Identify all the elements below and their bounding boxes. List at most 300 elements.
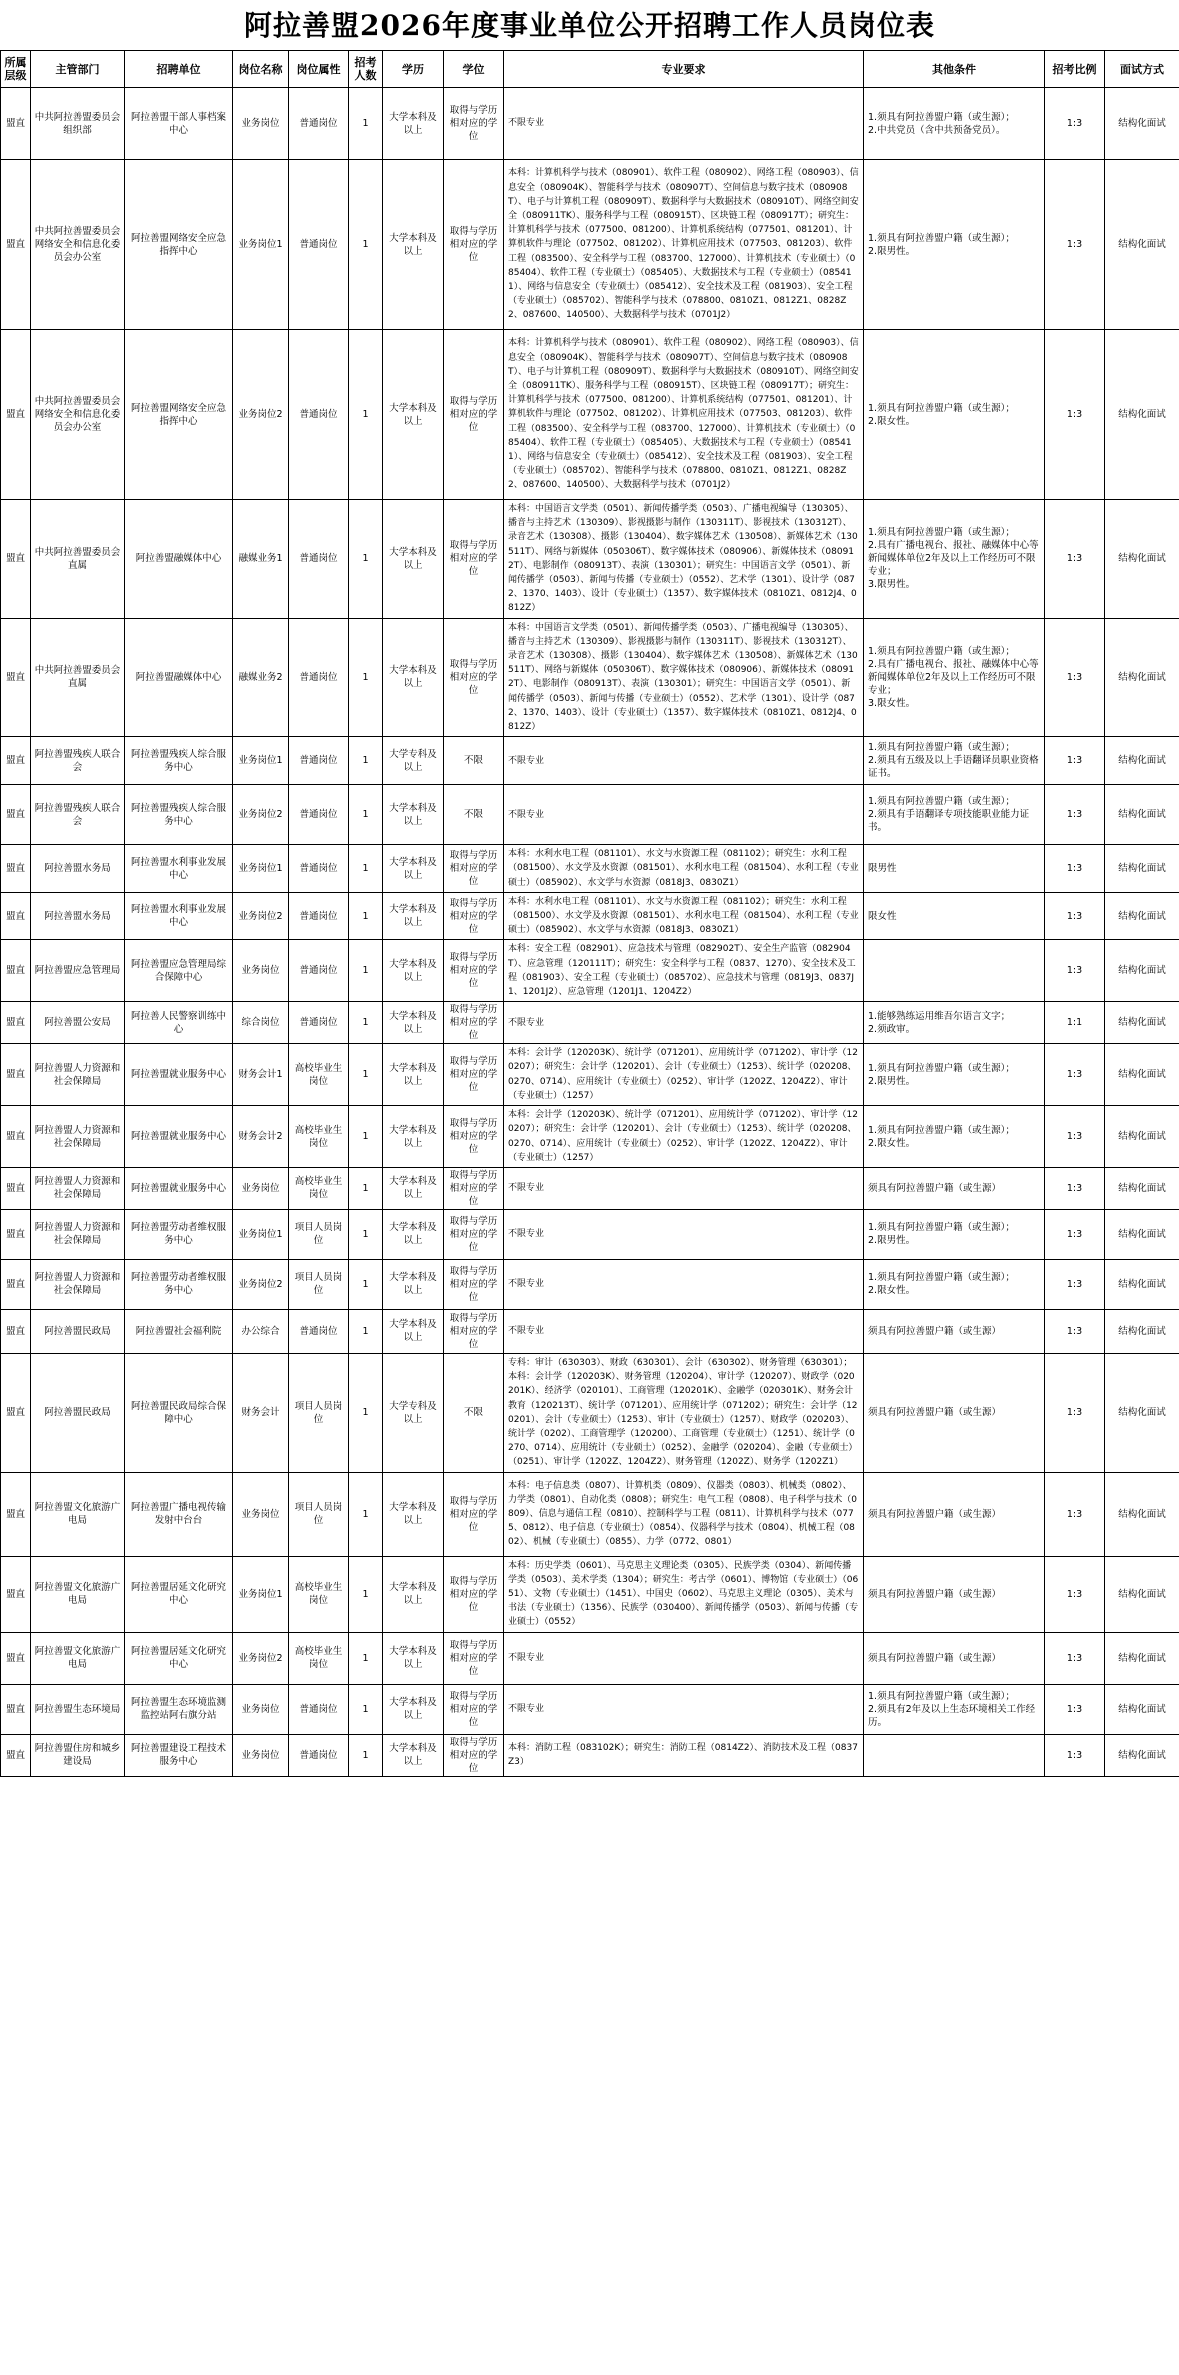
- cell-unit: 阿拉善盟就业服务中心: [125, 1106, 233, 1168]
- cell-dept: 阿拉善盟民政局: [31, 1309, 125, 1353]
- table-row: [1, 785, 1179, 845]
- cell-attribute: 高校毕业生岗位: [289, 1556, 349, 1632]
- cell-other: 1.能够熟练运用维吾尔语言文字； 2.须政审。: [864, 1002, 1045, 1044]
- cell-level: 盟直: [1, 1684, 31, 1734]
- cell-position: 综合岗位: [233, 1002, 289, 1044]
- cell-other: 1.须具有阿拉善盟户籍（或生源）； 2.须具有2年及以上生态环境相关工作经历。: [864, 1684, 1045, 1734]
- cell-dept: 阿拉善盟残疾人联合会: [31, 785, 125, 845]
- cell-dept: 阿拉善盟水务局: [31, 892, 125, 940]
- cell-interview: 结构化面试: [1105, 1472, 1179, 1556]
- cell-major: 本科：中国语言文学类（0501）、新闻传播学类（0503）、广播电视编导（130305）、播音与主持艺术（130309）、影视摄影与制作（130311T）、影视技术（130312T）、录音艺术（130308）、摄影（130404）、数字媒体艺术（130508）、新媒体艺术（130511T）、网络与新媒体（050306T）、数字媒体技术（080906）、新媒体技术（080912T）、电影制作（080913T）、表演（130301）；研究生：中国语言文学（0501）、新闻传播学（0503）、新闻与传播（专业硕士）（0552）、艺术学（1301）、设计学（0872、1370、1403）、设计（专业硕士）（1357）、数字媒体技术（0810Z1、0812J4、0812Z）: [504, 500, 864, 619]
- cell-ratio: 1:3: [1045, 330, 1105, 500]
- cell-major: 不限专业: [504, 1309, 864, 1353]
- cell-other: 1.须具有阿拉善盟户籍（或生源）； 2.限男性。: [864, 1209, 1045, 1259]
- cell-interview: 结构化面试: [1105, 160, 1179, 330]
- cell-count: 1: [349, 1259, 383, 1309]
- cell-level: 盟直: [1, 88, 31, 160]
- cell-education: 大学本科及以上: [383, 1632, 444, 1684]
- cell-ratio: 1:1: [1045, 1002, 1105, 1044]
- cell-unit: 阿拉善盟民政局综合保障中心: [125, 1353, 233, 1472]
- cell-degree: 取得与学历相对应的学位: [444, 1209, 504, 1259]
- cell-degree: 取得与学历相对应的学位: [444, 330, 504, 500]
- cell-degree: 取得与学历相对应的学位: [444, 618, 504, 737]
- cell-dept: 阿拉善盟文化旅游广电局: [31, 1556, 125, 1632]
- cell-position: 业务岗位: [233, 940, 289, 1002]
- cell-dept: 阿拉善盟水务局: [31, 845, 125, 893]
- cell-unit: 阿拉善盟社会福利院: [125, 1309, 233, 1353]
- cell-degree: 取得与学历相对应的学位: [444, 1002, 504, 1044]
- cell-unit: 阿拉善盟网络安全应急指挥中心: [125, 160, 233, 330]
- cell-interview: 结构化面试: [1105, 1167, 1179, 1209]
- cell-interview: 结构化面试: [1105, 1309, 1179, 1353]
- cell-degree: 取得与学历相对应的学位: [444, 1167, 504, 1209]
- cell-interview: 结构化面试: [1105, 1632, 1179, 1684]
- table-row: [1, 1353, 1179, 1472]
- cell-ratio: 1:3: [1045, 1209, 1105, 1259]
- cell-interview: 结构化面试: [1105, 330, 1179, 500]
- cell-unit: 阿拉善人民警察训练中心: [125, 1002, 233, 1044]
- cell-attribute: 项目人员岗位: [289, 1209, 349, 1259]
- cell-attribute: 普通岗位: [289, 737, 349, 785]
- cell-position: 业务岗位1: [233, 845, 289, 893]
- cell-other: 1.须具有阿拉善盟户籍（或生源）； 2.限女性。: [864, 1106, 1045, 1168]
- cell-ratio: 1:3: [1045, 1556, 1105, 1632]
- cell-position: 融媒业务2: [233, 618, 289, 737]
- cell-position: 融媒业务1: [233, 500, 289, 619]
- cell-education: 大学本科及以上: [383, 1209, 444, 1259]
- cell-degree: 取得与学历相对应的学位: [444, 940, 504, 1002]
- cell-unit: 阿拉善盟应急管理局综合保障中心: [125, 940, 233, 1002]
- cell-level: 盟直: [1, 1309, 31, 1353]
- cell-education: 大学本科及以上: [383, 618, 444, 737]
- cell-attribute: 普通岗位: [289, 160, 349, 330]
- cell-degree: 取得与学历相对应的学位: [444, 1044, 504, 1106]
- cell-education: 大学本科及以上: [383, 785, 444, 845]
- cell-position: 财务会计2: [233, 1106, 289, 1168]
- cell-count: 1: [349, 1044, 383, 1106]
- cell-other: 限男性: [864, 845, 1045, 893]
- cell-unit: 阿拉善盟融媒体中心: [125, 500, 233, 619]
- cell-major: 本科：水利水电工程（081101）、水文与水资源工程（081102）；研究生：水利工程（081500）、水文学及水资源（081501）、水利水电工程（081504）、水利工程（专业硕士）（085902）、水文学与水资源（0818J3、0830Z1）: [504, 845, 864, 893]
- table-row: [1, 618, 1179, 737]
- cell-other: [864, 1734, 1045, 1776]
- cell-ratio: 1:3: [1045, 500, 1105, 619]
- cell-level: 盟直: [1, 1259, 31, 1309]
- header-degree: 学位: [444, 51, 504, 88]
- cell-attribute: 普通岗位: [289, 88, 349, 160]
- cell-dept: 阿拉善盟人力资源和社会保障局: [31, 1044, 125, 1106]
- cell-attribute: 普通岗位: [289, 330, 349, 500]
- cell-major: 本科：会计学（120203K）、统计学（071201）、应用统计学（071202）、审计学（120207）；研究生：会计学（120201）、会计（专业硕士）（1253）、统计学（020208、0270、0714）、应用统计（专业硕士）（0252）、审计学（1202Z、1204Z2）、审计（专业硕士）（1257）: [504, 1044, 864, 1106]
- cell-dept: 中共阿拉善盟委员会网络安全和信息化委员会办公室: [31, 160, 125, 330]
- cell-count: 1: [349, 845, 383, 893]
- cell-count: 1: [349, 1734, 383, 1776]
- cell-degree: 取得与学历相对应的学位: [444, 1632, 504, 1684]
- table-row: [1, 1002, 1179, 1044]
- cell-position: 业务岗位2: [233, 1632, 289, 1684]
- cell-degree: 取得与学历相对应的学位: [444, 160, 504, 330]
- cell-position: 业务岗位: [233, 1167, 289, 1209]
- cell-education: 大学本科及以上: [383, 845, 444, 893]
- cell-position: 业务岗位: [233, 1684, 289, 1734]
- cell-other: 1.须具有阿拉善盟户籍（或生源）； 2.须具有五级及以上手语翻译员职业资格证书。: [864, 737, 1045, 785]
- cell-attribute: 普通岗位: [289, 1684, 349, 1734]
- cell-position: 业务岗位2: [233, 1259, 289, 1309]
- cell-interview: 结构化面试: [1105, 618, 1179, 737]
- cell-level: 盟直: [1, 737, 31, 785]
- cell-unit: 阿拉善盟广播电视传输发射中台台: [125, 1472, 233, 1556]
- table-row: [1, 1684, 1179, 1734]
- cell-education: 大学本科及以上: [383, 1002, 444, 1044]
- cell-attribute: 普通岗位: [289, 500, 349, 619]
- cell-interview: 结构化面试: [1105, 845, 1179, 893]
- header-ratio: 招考比例: [1045, 51, 1105, 88]
- cell-dept: 阿拉善盟文化旅游广电局: [31, 1632, 125, 1684]
- cell-interview: 结构化面试: [1105, 1209, 1179, 1259]
- cell-degree: 取得与学历相对应的学位: [444, 1309, 504, 1353]
- header-dept: 主管部门: [31, 51, 125, 88]
- cell-other: 须具有阿拉善盟户籍（或生源）: [864, 1556, 1045, 1632]
- cell-ratio: 1:3: [1045, 1353, 1105, 1472]
- cell-major: 本科：历史学类（0601）、马克思主义理论类（0305）、民族学类（0304）、新闻传播学类（0503）、美术学类（1304）；研究生：考古学（0601）、博物馆（专业硕士）（0651）、文物（专业硕士）（1451）、中国史（0602）、马克思主义理论（0305）、美术与书法（专业硕士）（1356）、民族学（030400）、新闻传播学（0503）、新闻与传播（专业硕士）（0552）: [504, 1556, 864, 1632]
- cell-level: 盟直: [1, 785, 31, 845]
- cell-dept: 阿拉善盟住房和城乡建设局: [31, 1734, 125, 1776]
- cell-level: 盟直: [1, 1106, 31, 1168]
- header-unit: 招聘单位: [125, 51, 233, 88]
- cell-education: 大学专科及以上: [383, 1353, 444, 1472]
- cell-other: 1.须具有阿拉善盟户籍（或生源）； 2.具有广播电视台、报社、融媒体中心等新闻媒体单位2年及以上工作经历可不限专业； 3.限女性。: [864, 618, 1045, 737]
- cell-unit: 阿拉善盟残疾人综合服务中心: [125, 785, 233, 845]
- cell-other: 须具有阿拉善盟户籍（或生源）: [864, 1309, 1045, 1353]
- cell-other: 1.须具有阿拉善盟户籍（或生源）； 2.限男性。: [864, 1044, 1045, 1106]
- cell-count: 1: [349, 1167, 383, 1209]
- cell-interview: 结构化面试: [1105, 1734, 1179, 1776]
- table-row: [1, 1106, 1179, 1168]
- cell-position: 业务岗位: [233, 88, 289, 160]
- cell-interview: 结构化面试: [1105, 500, 1179, 619]
- cell-degree: 取得与学历相对应的学位: [444, 1734, 504, 1776]
- cell-degree: 取得与学历相对应的学位: [444, 500, 504, 619]
- table-row: [1, 1259, 1179, 1309]
- cell-degree: 不限: [444, 1353, 504, 1472]
- cell-education: 大学本科及以上: [383, 500, 444, 619]
- cell-attribute: 项目人员岗位: [289, 1353, 349, 1472]
- cell-dept: 阿拉善盟生态环境局: [31, 1684, 125, 1734]
- cell-major: 不限专业: [504, 785, 864, 845]
- cell-major: 不限专业: [504, 1684, 864, 1734]
- cell-dept: 阿拉善盟应急管理局: [31, 940, 125, 1002]
- cell-dept: 阿拉善盟文化旅游广电局: [31, 1472, 125, 1556]
- cell-position: 业务岗位2: [233, 785, 289, 845]
- cell-position: 业务岗位2: [233, 330, 289, 500]
- cell-education: 大学本科及以上: [383, 1167, 444, 1209]
- table-row: [1, 1632, 1179, 1684]
- cell-major: 不限专业: [504, 1002, 864, 1044]
- cell-unit: 阿拉善盟劳动者维权服务中心: [125, 1209, 233, 1259]
- cell-count: 1: [349, 1684, 383, 1734]
- cell-unit: 阿拉善盟水利事业发展中心: [125, 845, 233, 893]
- cell-ratio: 1:3: [1045, 785, 1105, 845]
- cell-position: 业务岗位: [233, 1472, 289, 1556]
- cell-attribute: 普通岗位: [289, 1734, 349, 1776]
- header-major: 专业要求: [504, 51, 864, 88]
- cell-position: 财务会计: [233, 1353, 289, 1472]
- cell-level: 盟直: [1, 1209, 31, 1259]
- cell-dept: 阿拉善盟人力资源和社会保障局: [31, 1209, 125, 1259]
- cell-education: 大学本科及以上: [383, 160, 444, 330]
- cell-attribute: 普通岗位: [289, 1309, 349, 1353]
- cell-attribute: 高校毕业生岗位: [289, 1044, 349, 1106]
- cell-level: 盟直: [1, 618, 31, 737]
- page-title: 阿拉善盟2026年度事业单位公开招聘工作人员岗位表: [244, 9, 935, 42]
- cell-count: 1: [349, 1002, 383, 1044]
- cell-unit: 阿拉善盟就业服务中心: [125, 1044, 233, 1106]
- table-row: [1, 892, 1179, 940]
- cell-ratio: 1:3: [1045, 1309, 1105, 1353]
- cell-count: 1: [349, 330, 383, 500]
- cell-dept: 中共阿拉善盟委员会直属: [31, 618, 125, 737]
- cell-education: 大学专科及以上: [383, 737, 444, 785]
- cell-attribute: 普通岗位: [289, 940, 349, 1002]
- cell-attribute: 项目人员岗位: [289, 1259, 349, 1309]
- cell-count: 1: [349, 1632, 383, 1684]
- cell-education: 大学本科及以上: [383, 1472, 444, 1556]
- cell-major: 专科：审计（630303）、财政（630301）、会计（630302）、财务管理（630301）；本科：会计学（120203K）、财务管理（120204）、审计学（120207）、财政学（020201K）、经济学（020101）、工商管理（120201K）、金融学（020301K）、财务会计教育（120213T）、统计学（071201）、应用统计学（071202）；研究生：会计学（120201）、会计（专业硕士）（1253）、审计（专业硕士）（1257）、财政学（020203）、统计学（0202）、工商管理学（120200）、工商管理（专业硕士）（1251）、统计学（0270、0714）、应用统计（专业硕士）（0252）、金融学（020204）、金融（专业硕士）（0251）、审计学（1202Z、1204Z2）、财务管理（1202Z）、财务学（1202Z1）: [504, 1353, 864, 1472]
- cell-position: 业务岗位1: [233, 1556, 289, 1632]
- cell-interview: 结构化面试: [1105, 1684, 1179, 1734]
- cell-other: 1.须具有阿拉善盟户籍（或生源）； 2.限男性。: [864, 160, 1045, 330]
- cell-dept: 中共阿拉善盟委员会组织部: [31, 88, 125, 160]
- cell-level: 盟直: [1, 1353, 31, 1472]
- cell-attribute: 高校毕业生岗位: [289, 1632, 349, 1684]
- cell-ratio: 1:3: [1045, 618, 1105, 737]
- cell-interview: 结构化面试: [1105, 1044, 1179, 1106]
- table-row: [1, 1556, 1179, 1632]
- cell-position: 业务岗位2: [233, 892, 289, 940]
- cell-count: 1: [349, 1309, 383, 1353]
- cell-interview: 结构化面试: [1105, 1353, 1179, 1472]
- cell-degree: 取得与学历相对应的学位: [444, 845, 504, 893]
- cell-other: [864, 940, 1045, 1002]
- header-count: 招考人数: [349, 51, 383, 88]
- cell-position: 业务岗位: [233, 1734, 289, 1776]
- cell-dept: 中共阿拉善盟委员会网络安全和信息化委员会办公室: [31, 330, 125, 500]
- cell-position: 财务会计1: [233, 1044, 289, 1106]
- table-row: [1, 1472, 1179, 1556]
- cell-attribute: 普通岗位: [289, 892, 349, 940]
- cell-interview: 结构化面试: [1105, 88, 1179, 160]
- cell-other: 须具有阿拉善盟户籍（或生源）: [864, 1632, 1045, 1684]
- cell-count: 1: [349, 1106, 383, 1168]
- cell-education: 大学本科及以上: [383, 88, 444, 160]
- cell-level: 盟直: [1, 1472, 31, 1556]
- table-row: [1, 940, 1179, 1002]
- cell-other: 1.须具有阿拉善盟户籍（或生源）； 2.中共党员（含中共预备党员）。: [864, 88, 1045, 160]
- cell-attribute: 普通岗位: [289, 845, 349, 893]
- header-position: 岗位名称: [233, 51, 289, 88]
- cell-education: 大学本科及以上: [383, 892, 444, 940]
- cell-ratio: 1:3: [1045, 737, 1105, 785]
- cell-major: 不限专业: [504, 1259, 864, 1309]
- cell-major: 本科：计算机科学与技术（080901）、软件工程（080902）、网络工程（080903）、信息安全（080904K）、智能科学与技术（080907T）、空间信息与数字技术（080908T）、电子与计算机工程（080909T）、数据科学与大数据技术（080910T）、网络空间安全（080911TK）、服务科学与工程（080915T）、区块链工程（080917T）；研究生：计算机科学与技术（077500、081200）、计算机系统结构（077501、081201）、计算机软件与理论（077502、081202）、计算机应用技术（077503、081203）、软件工程（083500）、安全科学与工程（083700、127000）、计算机技术（专业硕士）（085404）、软件工程（专业硕士）（085405）、大数据技术与工程（专业硕士）（085411）、网络与信息安全（专业硕士）（085412）、安全技术及工程（081903）、安全工程（专业硕士）（085702）、智能科学与技术（078800、0810Z1、0812Z1、0828Z2、087600、140500）、大数据科学与技术（0701J2）: [504, 160, 864, 330]
- cell-other: 1.须具有阿拉善盟户籍（或生源）； 2.具有广播电视台、报社、融媒体中心等新闻媒体单位2年及以上工作经历可不限专业； 3.限男性。: [864, 500, 1045, 619]
- cell-major: 本科：会计学（120203K）、统计学（071201）、应用统计学（071202）、审计学（120207）；研究生：会计学（120201）、会计（专业硕士）（1253）、统计学（020208、0270、0714）、应用统计（专业硕士）（0252）、审计学（1202Z、1204Z2）、审计（专业硕士）（1257）: [504, 1106, 864, 1168]
- cell-level: 盟直: [1, 1167, 31, 1209]
- cell-count: 1: [349, 160, 383, 330]
- cell-interview: 结构化面试: [1105, 940, 1179, 1002]
- cell-position: 业务岗位1: [233, 737, 289, 785]
- cell-attribute: 普通岗位: [289, 618, 349, 737]
- cell-major: 不限专业: [504, 1209, 864, 1259]
- job-table: [0, 50, 1179, 1777]
- cell-dept: 阿拉善盟人力资源和社会保障局: [31, 1167, 125, 1209]
- cell-degree: 不限: [444, 737, 504, 785]
- cell-education: 大学本科及以上: [383, 1259, 444, 1309]
- cell-ratio: 1:3: [1045, 1106, 1105, 1168]
- table-row: [1, 88, 1179, 160]
- cell-major: 不限专业: [504, 1167, 864, 1209]
- cell-level: 盟直: [1, 1044, 31, 1106]
- cell-attribute: 高校毕业生岗位: [289, 1167, 349, 1209]
- table-row: [1, 1044, 1179, 1106]
- cell-major: 不限专业: [504, 1632, 864, 1684]
- header-education: 学历: [383, 51, 444, 88]
- cell-dept: 阿拉善盟人力资源和社会保障局: [31, 1259, 125, 1309]
- cell-level: 盟直: [1, 845, 31, 893]
- cell-count: 1: [349, 88, 383, 160]
- header-attribute: 岗位属性: [289, 51, 349, 88]
- header-level: 所属层级: [1, 51, 31, 88]
- cell-other: 1.须具有阿拉善盟户籍（或生源）； 2.须具有手语翻译专项技能职业能力证书。: [864, 785, 1045, 845]
- cell-level: 盟直: [1, 160, 31, 330]
- cell-other: 1.须具有阿拉善盟户籍（或生源）； 2.限女性。: [864, 330, 1045, 500]
- cell-degree: 取得与学历相对应的学位: [444, 1556, 504, 1632]
- table-row: [1, 737, 1179, 785]
- cell-unit: 阿拉善盟生态环境监测监控站阿右旗分站: [125, 1684, 233, 1734]
- cell-major: 本科：电子信息类（0807）、计算机类（0809）、仪器类（0803）、机械类（0802）、力学类（0801）、自动化类（0808）；研究生：电气工程（0808）、电子科学与技术（0809）、信息与通信工程（0810）、控制科学与工程（0811）、计算机科学与技术（0775、0812）、电子信息（专业硕士）（0854）、仪器科学与技术（0804）、机械工程（0802）、机械（专业硕士）（0855）、力学（0772、0801）: [504, 1472, 864, 1556]
- header-interview: 面试方式: [1105, 51, 1179, 88]
- cell-unit: 阿拉善盟居延文化研究中心: [125, 1632, 233, 1684]
- cell-education: 大学本科及以上: [383, 1556, 444, 1632]
- cell-dept: 阿拉善盟民政局: [31, 1353, 125, 1472]
- cell-count: 1: [349, 785, 383, 845]
- cell-level: 盟直: [1, 940, 31, 1002]
- table-row: [1, 845, 1179, 893]
- cell-unit: 阿拉善盟水利事业发展中心: [125, 892, 233, 940]
- cell-ratio: 1:3: [1045, 1167, 1105, 1209]
- cell-attribute: 普通岗位: [289, 1002, 349, 1044]
- cell-degree: 不限: [444, 785, 504, 845]
- cell-education: 大学本科及以上: [383, 940, 444, 1002]
- cell-education: 大学本科及以上: [383, 1684, 444, 1734]
- cell-ratio: 1:3: [1045, 160, 1105, 330]
- table-row: [1, 1209, 1179, 1259]
- cell-education: 大学本科及以上: [383, 330, 444, 500]
- cell-major: 不限专业: [504, 737, 864, 785]
- cell-unit: 阿拉善盟居延文化研究中心: [125, 1556, 233, 1632]
- cell-degree: 取得与学历相对应的学位: [444, 1684, 504, 1734]
- cell-degree: 取得与学历相对应的学位: [444, 1259, 504, 1309]
- cell-ratio: 1:3: [1045, 1472, 1105, 1556]
- cell-ratio: 1:3: [1045, 88, 1105, 160]
- cell-unit: 阿拉善盟融媒体中心: [125, 618, 233, 737]
- cell-level: 盟直: [1, 1556, 31, 1632]
- cell-unit: 阿拉善盟残疾人综合服务中心: [125, 737, 233, 785]
- table-row: [1, 1309, 1179, 1353]
- cell-major: 本科：消防工程（083102K）；研究生：消防工程（0814Z2）、消防技术及工程（0837Z3）: [504, 1734, 864, 1776]
- table-row: [1, 330, 1179, 500]
- cell-position: 办公综合: [233, 1309, 289, 1353]
- cell-interview: 结构化面试: [1105, 1002, 1179, 1044]
- cell-count: 1: [349, 892, 383, 940]
- cell-attribute: 项目人员岗位: [289, 1472, 349, 1556]
- cell-level: 盟直: [1, 330, 31, 500]
- cell-other: 须具有阿拉善盟户籍（或生源）: [864, 1167, 1045, 1209]
- cell-count: 1: [349, 618, 383, 737]
- cell-unit: 阿拉善盟网络安全应急指挥中心: [125, 330, 233, 500]
- cell-count: 1: [349, 500, 383, 619]
- cell-interview: 结构化面试: [1105, 785, 1179, 845]
- cell-education: 大学本科及以上: [383, 1734, 444, 1776]
- cell-major: 本科：中国语言文学类（0501）、新闻传播学类（0503）、广播电视编导（130305）、播音与主持艺术（130309）、影视摄影与制作（130311T）、影视技术（130312T）、录音艺术（130308）、摄影（130404）、数字媒体艺术（130508）、新媒体艺术（130511T）、网络与新媒体（050306T）、数字媒体技术（080906）、新媒体技术（080912T）、电影制作（080913T）、表演（130301）；研究生：中国语言文学（0501）、新闻传播学（0503）、新闻与传播（专业硕士）（0552）、艺术学（1301）、设计学（0872、1370、1403）、设计（专业硕士）（1357）、数字媒体技术（0810Z1、0812J4、0812Z）: [504, 618, 864, 737]
- table-row: [1, 1734, 1179, 1776]
- cell-ratio: 1:3: [1045, 1632, 1105, 1684]
- cell-count: 1: [349, 1472, 383, 1556]
- cell-level: 盟直: [1, 500, 31, 619]
- cell-dept: 阿拉善盟公安局: [31, 1002, 125, 1044]
- cell-other: 须具有阿拉善盟户籍（或生源）: [864, 1472, 1045, 1556]
- header-other: 其他条件: [864, 51, 1045, 88]
- cell-unit: 阿拉善盟干部人事档案中心: [125, 88, 233, 160]
- cell-interview: 结构化面试: [1105, 1259, 1179, 1309]
- cell-other: 须具有阿拉善盟户籍（或生源）: [864, 1353, 1045, 1472]
- cell-level: 盟直: [1, 892, 31, 940]
- cell-count: 1: [349, 940, 383, 1002]
- cell-level: 盟直: [1, 1002, 31, 1044]
- cell-position: 业务岗位1: [233, 1209, 289, 1259]
- cell-dept: 阿拉善盟残疾人联合会: [31, 737, 125, 785]
- cell-other: 限女性: [864, 892, 1045, 940]
- cell-interview: 结构化面试: [1105, 1556, 1179, 1632]
- cell-degree: 取得与学历相对应的学位: [444, 1106, 504, 1168]
- cell-level: 盟直: [1, 1734, 31, 1776]
- cell-count: 1: [349, 737, 383, 785]
- cell-ratio: 1:3: [1045, 845, 1105, 893]
- cell-interview: 结构化面试: [1105, 1106, 1179, 1168]
- cell-education: 大学本科及以上: [383, 1309, 444, 1353]
- cell-dept: 中共阿拉善盟委员会直属: [31, 500, 125, 619]
- cell-degree: 取得与学历相对应的学位: [444, 892, 504, 940]
- cell-major: 本科：水利水电工程（081101）、水文与水资源工程（081102）；研究生：水利工程（081500）、水文学及水资源（081501）、水利水电工程（081504）、水利工程（专业硕士）（085902）、水文学与水资源（0818J3、0830Z1）: [504, 892, 864, 940]
- cell-ratio: 1:3: [1045, 940, 1105, 1002]
- cell-education: 大学本科及以上: [383, 1044, 444, 1106]
- cell-unit: 阿拉善盟建设工程技术服务中心: [125, 1734, 233, 1776]
- cell-ratio: 1:3: [1045, 1044, 1105, 1106]
- cell-position: 业务岗位1: [233, 160, 289, 330]
- cell-count: 1: [349, 1353, 383, 1472]
- cell-interview: 结构化面试: [1105, 892, 1179, 940]
- cell-degree: 取得与学历相对应的学位: [444, 1472, 504, 1556]
- cell-degree: 取得与学历相对应的学位: [444, 88, 504, 160]
- cell-other: 1.须具有阿拉善盟户籍（或生源）； 2.限女性。: [864, 1259, 1045, 1309]
- cell-attribute: 普通岗位: [289, 785, 349, 845]
- cell-interview: 结构化面试: [1105, 737, 1179, 785]
- table-row: [1, 500, 1179, 619]
- cell-ratio: 1:3: [1045, 1259, 1105, 1309]
- cell-ratio: 1:3: [1045, 892, 1105, 940]
- table-row: [1, 1167, 1179, 1209]
- table-row: [1, 160, 1179, 330]
